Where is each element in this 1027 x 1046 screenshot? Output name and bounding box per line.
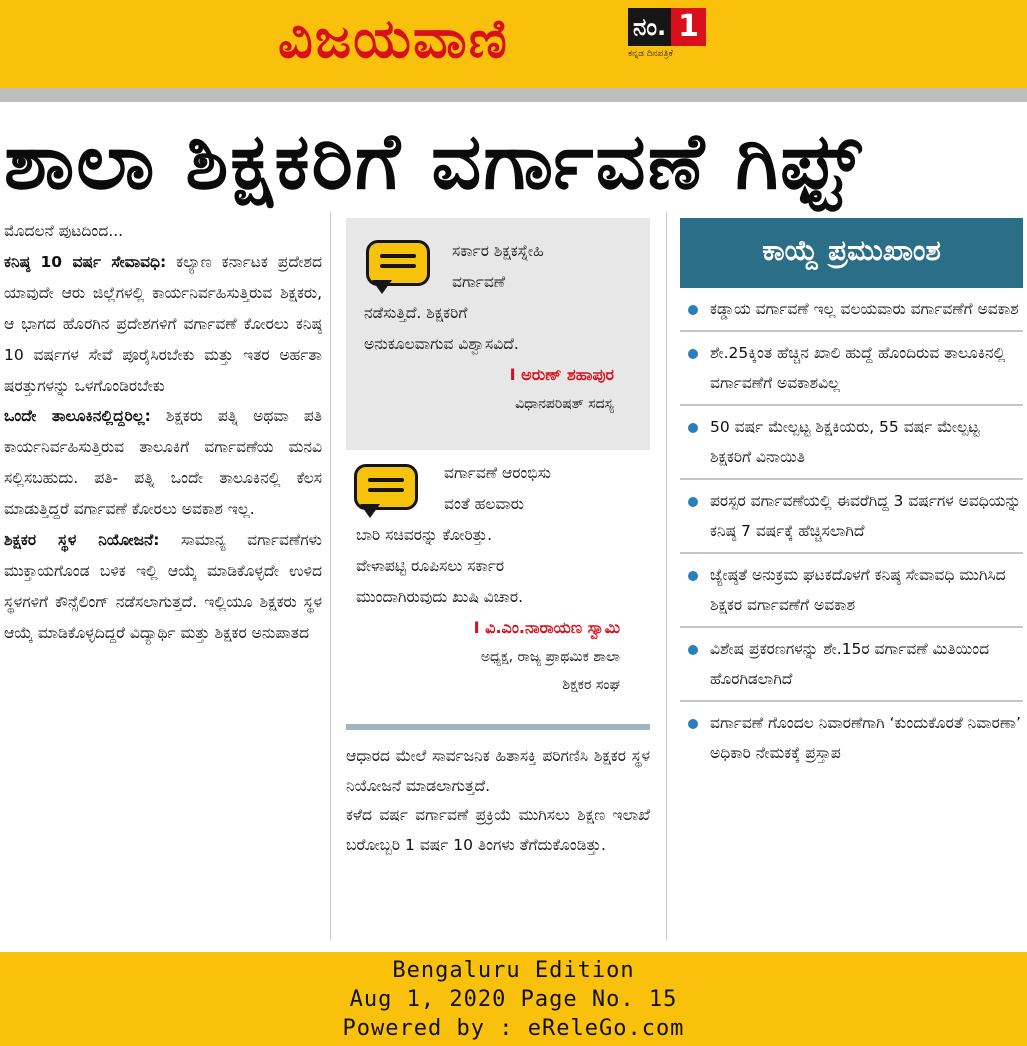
- quote-line: ನಡೆಸುತ್ತಿದೆ. ಶಿಕ್ಷಕರಿಗೆ: [364, 304, 468, 322]
- speech-bubble-icon: [354, 464, 420, 518]
- article-paragraph: ಕಳೆದ ವರ್ಷ ವರ್ಗಾವಣೆ ಪ್ರಕ್ರಿಯೆ ಮುಗಿಸಲು ಶಿಕ್ಷಣ ಇಲಾಖೆ ಬರೋಬ್ಬರಿ 1 ವರ್ಷ 10 ತಿಂಗಳು ತೆಗೆದುಕೊಂಡಿತ್ತು.: [346, 806, 650, 854]
- quote-line: ಸರ್ಕಾರ ಶಿಕ್ಷಕಸ್ನೇಹಿ: [452, 242, 544, 260]
- quote-author-name: I ವಿ.ಎಂ.ನಾರಾಯಣ ಸ್ವಾಮಿ: [473, 618, 620, 637]
- paragraph-lead: ಶಿಕ್ಷಕರ ಸ್ಥಳ ನಿಯೋಜನೆ:: [4, 531, 160, 550]
- quote-box-1: [346, 218, 650, 450]
- paragraph-lead: ಕನಿಷ್ಠ 10 ವರ್ಷ ಸೇವಾವಧಿ:: [4, 252, 167, 271]
- bullet-dot-icon: [688, 305, 698, 315]
- column-divider: [666, 212, 667, 940]
- middle-article-column: [346, 742, 650, 860]
- badge-one-label: 1: [671, 8, 706, 46]
- list-item: [680, 332, 1023, 406]
- quote-author-role: ಶಿಕ್ಷಕರ ಸಂಘ: [562, 677, 620, 693]
- quote-line: ವರ್ಗಾವಣೆ: [452, 273, 506, 291]
- quote-box-2: [346, 458, 650, 706]
- speech-bubble-icon: [366, 240, 432, 294]
- list-item: [680, 480, 1023, 554]
- badge-no-label: ನಂ.: [628, 8, 671, 46]
- article-paragraph: ಆಧಾರದ ಮೇಲೆ ಸಾರ್ವಜನಿಕ ಹಿತಾಸಕ್ತಿ ಪರಿಗಣಿಸಿ ಶಿಕ್ಷಕರ ಸ್ಥಳ ನಿಯೋಜನೆ ಮಾಡಲಾಗುತ್ತದೆ.: [346, 747, 650, 795]
- bullet-dot-icon: [688, 497, 698, 507]
- bullet-dot-icon: [688, 645, 698, 655]
- paragraph-text: ಶಿಕ್ಷಕರು ಪತ್ನಿ ಅಥವಾ ಪತಿ ಕಾರ್ಯನಿರ್ವಹಿಸುತ್ತಿರುವ ತಾಲೂಕಿಗೆ ವರ್ಗಾವಣೆಯ ಮನವಿ ಸಲ್ಲಿಸಬಹುದು. ಪತಿ- ಪತ್ನಿ ಒಂದೇ ತಾಲೂಕಿನಲ್ಲಿ ಕೆಲಸ ಮಾಡುತ್ತಿದ್ದರೆ ವರ್ಗಾವಣೆ ಕೋರಲು ಅವಕಾಶ ಇಲ್ಲ.: [4, 407, 322, 519]
- bullet-dot-icon: [688, 423, 698, 433]
- key-points-heading: ಕಾಯ್ದೆ ಪ್ರಮುಖಾಂಶ: [680, 218, 1023, 288]
- quote-line: ವಂತೆ ಹಲವಾರು: [444, 495, 524, 513]
- list-item-text: ಜ್ಯೇಷ್ಠತೆ ಅನುಕ್ರಮ ಘಟಕದೊಳಗೆ ಕನಿಷ್ಠ ಸೇವಾವಧಿ ಮುಗಿಸಿದ ಶಿಕ್ಷಕರ ವರ್ಗಾವಣೆಗೆ ಅವಕಾಶ: [710, 566, 1006, 614]
- list-item: [680, 554, 1023, 628]
- key-points-panel: [680, 218, 1023, 774]
- article-paragraph: [4, 247, 322, 402]
- date-page-label: Aug 1, 2020 Page No. 15: [349, 987, 678, 1012]
- quote-author-role: ಅಧ್ಯಕ್ಷ, ರಾಜ್ಯ ಪ್ರಾಥಮಿಕ ಶಾಲಾ: [480, 649, 620, 665]
- left-article-column: [4, 216, 322, 649]
- list-item: [680, 702, 1023, 774]
- paragraph-text: ಕಲ್ಯಾಣ ಕರ್ನಾಟಕ ಪ್ರದೇಶದ ಯಾವುದೇ ಆರು ಜಿಲ್ಲೆಗಳಲ್ಲಿ ಕಾರ್ಯನಿರ್ವಹಿಸುತ್ತಿರುವ ಶಿಕ್ಷಕರು, ಆ ಭಾಗದ ಹೊರಗಿನ ಪ್ರದೇಶಗಳಿಗೆ ವರ್ಗಾವಣೆ ಕೋರಲು ಕನಿಷ್ಠ 10 ವರ್ಷಗಳ ಸೇವೆ ಪೂರೈಸಿರಬೇಕು ಮತ್ತು ಇತರ ಅರ್ಹತಾ ಷರತ್ತುಗಳನ್ನು ಒಳಗೊಂಡಿರಬೇಕು: [4, 252, 322, 395]
- article-paragraph: [4, 401, 322, 525]
- badge-subtitle: ಕನ್ನಡ ದಿನಪತ್ರಿಕೆ: [628, 49, 674, 59]
- continued-from-label: ಮೊದಲನೆ ಪುಟದಿಂದ...: [4, 222, 124, 240]
- list-item-text: ಶೇ.25ಕ್ಕಿಂತ ಹೆಚ್ಚಿನ ಖಾಲಿ ಹುದ್ದೆ ಹೊಂದಿರುವ ತಾಲೂಕಿನಲ್ಲಿ ವರ್ಗಾವಣೆಗೆ ಅವಕಾಶವಿಲ್ಲ: [710, 344, 1006, 392]
- section-rule: [346, 724, 650, 730]
- quote-line: ಅನುಕೂಲವಾಗುವ ವಿಶ್ವಾಸವಿದೆ.: [364, 335, 519, 353]
- edition-label: Bengaluru Edition: [392, 958, 635, 983]
- powered-by-label: Powered by : eReleGo.com: [342, 1016, 685, 1041]
- bullet-dot-icon: [688, 719, 698, 729]
- list-item-text: ವಿಶೇಷ ಪ್ರಕರಣಗಳನ್ನು ಶೇ.15ರ ವರ್ಗಾವಣೆ ಮಿತಿಯಿಂದ ಹೊರಗಿಡಲಾಗಿದೆ: [710, 640, 990, 688]
- list-item-text: ಕಡ್ಡಾಯ ವರ್ಗಾವಣೆ ಇಲ್ಲ ವಲಯವಾರು ವರ್ಗಾವಣೆಗೆ ಅವಕಾಶ: [710, 300, 1019, 318]
- masthead: [0, 0, 1027, 88]
- quote-line: ವೇಳಾಪಟ್ಟಿ ರೂಪಿಸಲು ಸರ್ಕಾರ: [356, 557, 505, 575]
- newspaper-logo-title: ವಿಜಯವಾಣಿ: [278, 7, 509, 70]
- masthead-divider: [0, 88, 1027, 102]
- list-item-text: ವರ್ಗಾವಣೆ ಗೊಂದಲ ನಿವಾರಣೆಗಾಗಿ ‘ಕುಂದುಕೊರತೆ ನಿವಾರಣಾ’ ಅಧಿಕಾರಿ ನೇಮಕಕ್ಕೆ ಪ್ರಸ್ತಾಪ: [710, 714, 1021, 762]
- list-item: [680, 628, 1023, 702]
- article-headline: ಶಾಲಾ ಶಿಕ್ಷಕರಿಗೆ ವರ್ಗಾವಣೆ ಗಿಫ್ಟ್: [4, 117, 864, 207]
- list-item: [680, 288, 1023, 332]
- quote-author-role: ವಿಧಾನಪರಿಷತ್ ಸದಸ್ಯ: [515, 396, 614, 412]
- list-item: [680, 406, 1023, 480]
- quote-author-name: I ಅರುಣ್ ಶಹಾಪುರ: [509, 365, 614, 384]
- quote-line: ಬಾರಿ ಸಚಿವರನ್ನು ಕೋರಿತ್ತು.: [356, 526, 493, 544]
- article-paragraph: [4, 525, 322, 649]
- number-one-badge: [628, 8, 726, 66]
- bullet-dot-icon: [688, 349, 698, 359]
- quote-line: ಮುಂದಾಗಿರುವುದು ಖುಷಿ ವಿಚಾರ.: [356, 588, 523, 606]
- column-divider: [330, 212, 331, 940]
- edition-footer: [0, 952, 1027, 1046]
- bullet-dot-icon: [688, 571, 698, 581]
- list-item-text: ಪರಸ್ಪರ ವರ್ಗಾವಣೆಯಲ್ಲಿ ಈವರೆಗಿದ್ದ 3 ವರ್ಷಗಳ ಅವಧಿಯನ್ನು ಕನಿಷ್ಠ 7 ವರ್ಷಕ್ಕೆ ಹೆಚ್ಚಿಸಲಾಗಿದೆ: [710, 492, 1022, 540]
- paragraph-text: ಸಾಮಾನ್ಯ ವರ್ಗಾವಣೆಗಳು ಮುಕ್ತಾಯಗೊಂಡ ಬಳಿಕ ಇಲ್ಲಿ ಆಯ್ಕೆ ಮಾಡಿಕೊಳ್ಳದೇ ಉಳಿದ ಸ್ಥಳಗಳಿಗೆ ಕೌನ್ಸೆಲಿಂಗ್ ನಡೆಸಲಾಗುತ್ತದೆ. ಇಲ್ಲಿಯೂ ಶಿಕ್ಷಕರು ಸ್ಥಳ ಆಯ್ಕೆ ಮಾಡಿಕೊಳ್ಳದಿದ್ದರೆ ವಿದ್ಯಾರ್ಥಿ ಮತ್ತು ಶಿಕ್ಷಕರ ಅನುಪಾತದ: [4, 531, 322, 642]
- quote-line: ವರ್ಗಾವಣೆ ಆರಂಭಿಸು: [444, 464, 551, 482]
- paragraph-lead: ಒಂದೇ ತಾಲೂಕಿನಲ್ಲಿದ್ದರಿಲ್ಲ:: [4, 407, 151, 426]
- list-item-text: 50 ವರ್ಷ ಮೇಲ್ಪಟ್ಟ ಶಿಕ್ಷಕಿಯರು, 55 ವರ್ಷ ಮೇಲ್ಪಟ್ಟ ಶಿಕ್ಷಕರಿಗೆ ವಿನಾಯಿತಿ: [710, 418, 980, 466]
